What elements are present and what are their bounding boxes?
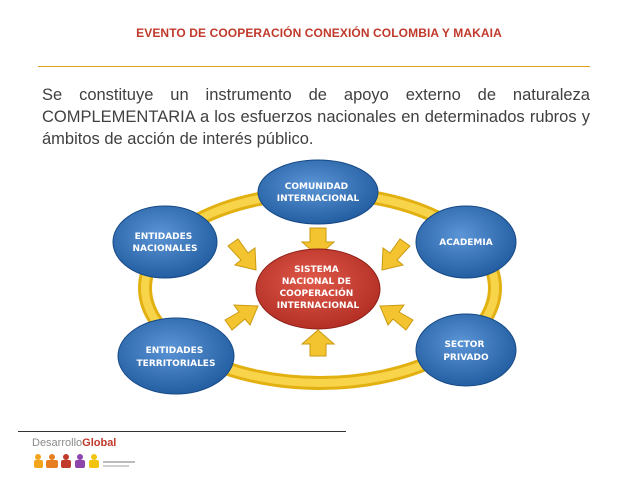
page-title: EVENTO DE COOPERACIÓN CONEXIÓN COLOMBIA Y MAKAIA	[136, 26, 502, 40]
svg-text:ACADEMIA	[439, 238, 492, 248]
logo-figures-icon	[32, 437, 142, 473]
description-paragraph: Se constituye un instrumento de apoyo externo de naturaleza COMPLEMENTARIA a los esfuerzos nacionales en determinados rubros y ámbitos de acción de interés público.	[42, 86, 590, 148]
arrow-from-bottom	[302, 330, 334, 356]
entidades-nacionales-label-line-2: NACIONALES	[132, 244, 198, 254]
center-label-line-2: NACIONAL DE	[281, 277, 351, 287]
node-entidades-territoriales	[118, 318, 234, 394]
comunidad-label-line-2: INTERNACIONAL	[276, 194, 360, 204]
center-label-line-4: INTERNACIONAL	[276, 301, 360, 311]
arrow-from-academia	[382, 239, 410, 270]
node-entidades-nacionales	[113, 206, 217, 278]
center-label-line-3: COOPERACIÓN	[279, 289, 354, 299]
sector-privado-label-line-2: PRIVADO	[443, 353, 489, 363]
entidades-territoriales-label-line-2: TERRITORIALES	[136, 359, 216, 369]
comunidad-label-line-1: COMUNIDAD	[284, 182, 349, 192]
arrow-from-entidades-nacionales	[228, 239, 256, 270]
sector-privado-label-line-1: SECTOR	[444, 340, 485, 350]
logo-word-1: Desarrollo	[32, 437, 83, 449]
entidades-territoriales-label-line-1: ENTIDADES	[145, 346, 204, 356]
desarrollo-global-logo	[32, 437, 142, 473]
logo-word-2: Global	[82, 437, 117, 449]
entidades-nacionales-label-line-1: ENTIDADES	[134, 232, 193, 242]
node-comunidad-internacional	[258, 160, 378, 224]
arrow-from-entidades-territoriales	[225, 305, 258, 330]
center-label-line-1: SISTEMA	[294, 265, 339, 275]
node-sector-privado	[416, 314, 516, 386]
academia-label: ACADEMIA	[439, 238, 493, 248]
arrow-from-sector-privado	[380, 305, 413, 330]
footer-divider	[18, 431, 346, 432]
